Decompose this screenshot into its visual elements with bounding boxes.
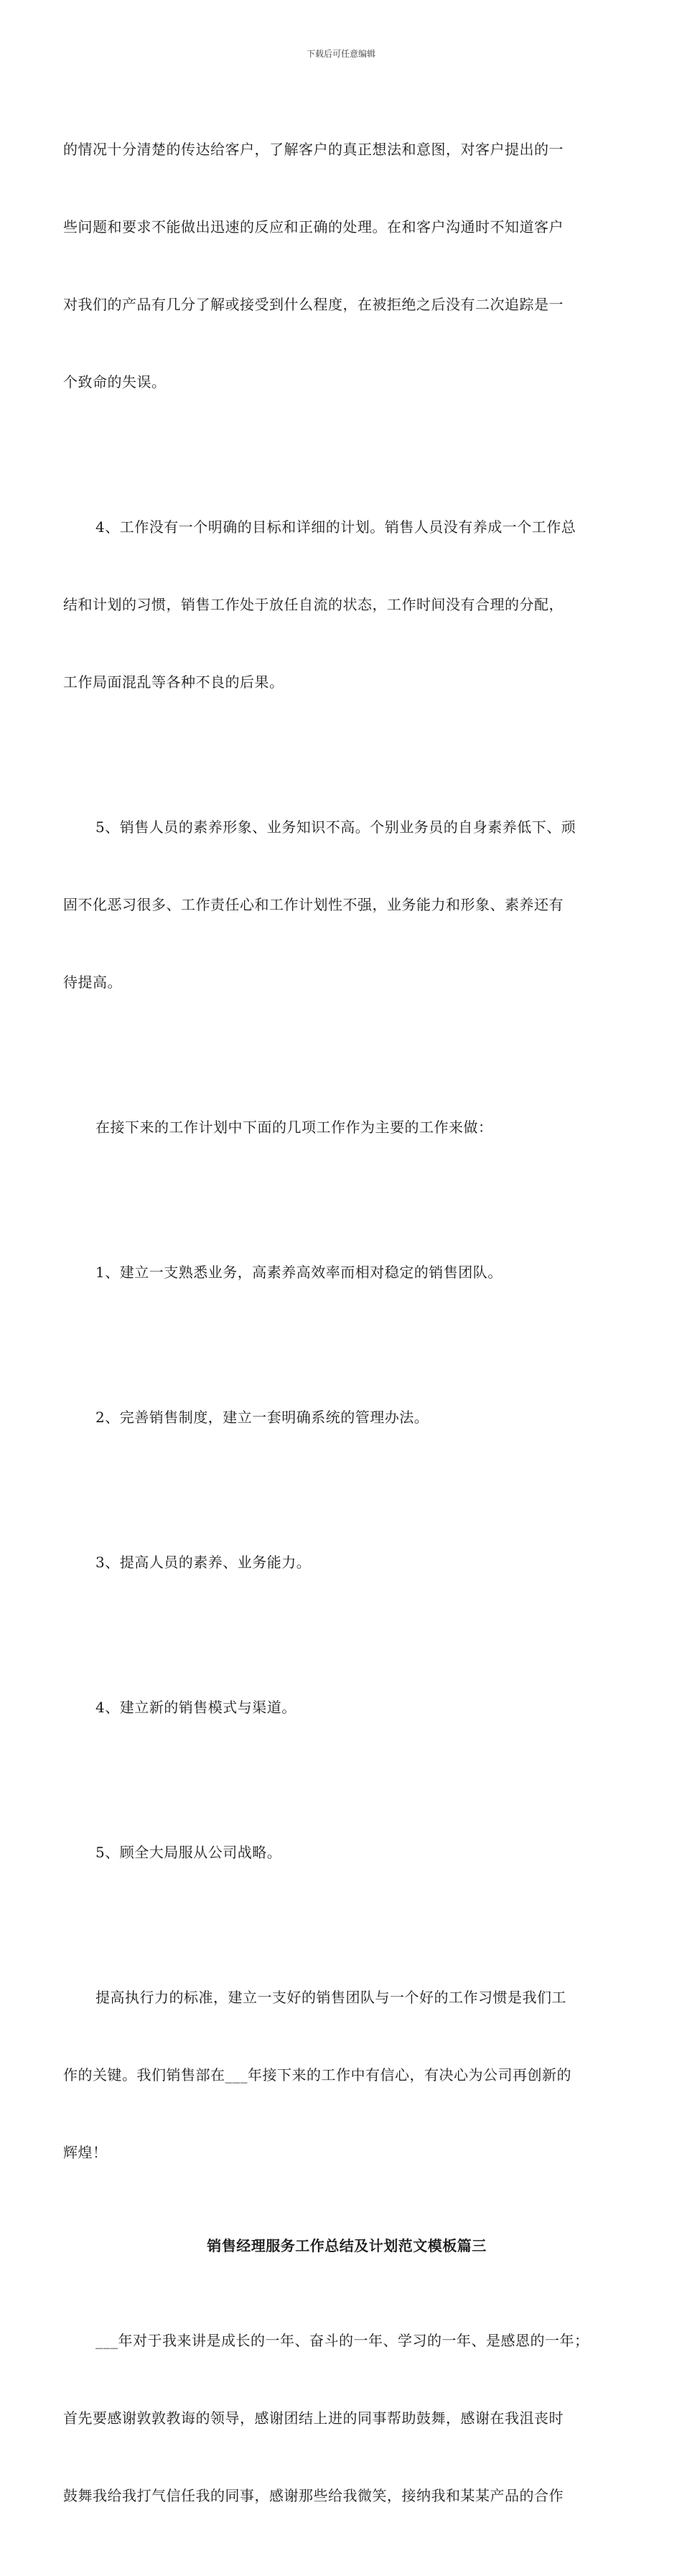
text-line: 2、完善销售制度，建立一套明确系统的管理办法。 (95, 1409, 429, 1426)
list-item-plan-5 (63, 1788, 630, 1917)
text-line: 工作局面混乱等各种不良的后果。 (63, 673, 284, 691)
text-line: 4、工作没有一个明确的目标和详细的计划。销售人员没有养成一个工作总 (95, 518, 576, 536)
text-line: 对我们的产品有几分了解或接受到什么程度，在被拒绝之后没有二次追踪是一 (63, 296, 564, 313)
text-line: 5、顾全大局服从公司战略。 (95, 1844, 282, 1861)
text-line: ___年对于我来讲是成长的一年、奋斗的一年、学习的一年、是感恩的一年； (95, 2332, 589, 2349)
text-line: 些问题和要求不能做出迅速的反应和正确的处理。在和客户沟通时不知道客户 (63, 218, 564, 235)
list-item-plan-1 (63, 1208, 630, 1337)
paragraph-plan-intro (63, 1063, 630, 1192)
text-line: 3、提高人员的素养、业务能力。 (95, 1554, 312, 1571)
paragraph-customer-communication (63, 85, 630, 447)
list-item-plan-3 (63, 1498, 630, 1627)
list-item-plan-4 (63, 1643, 630, 1772)
text-line: 1、建立一支熟悉业务，高素养高效率而相对稳定的销售团队。 (95, 1264, 503, 1281)
text-line: 作的关键。我们销售部在___年接下来的工作中有信心，有决心为公司再创新的 (63, 2066, 571, 2083)
paragraph-section-three-intro (63, 2276, 630, 2560)
text-line: 的情况十分清楚的传达给客户，了解客户的真正想法和意图，对客户提出的一 (63, 141, 564, 158)
text-line: 待提高。 (63, 974, 122, 991)
paragraph-point-5 (63, 762, 630, 1047)
section-heading: 销售经理服务工作总结及计划范文模板篇三 (207, 2237, 487, 2254)
text-line: 结和计划的习惯，销售工作处于放任自流的状态，工作时间没有合理的分配， (63, 596, 564, 613)
text-line: 鼓舞我给我打气信任我的同事，感谢那些给我微笑，接纳我和某某产品的合作 (63, 2487, 564, 2504)
page-header: 下载后可任意编辑 (306, 49, 375, 59)
text-line: 个致命的失误。 (63, 373, 167, 391)
text-line: 固不化恶习很多、工作责任心和工作计划性不强，业务能力和形象、素养还有 (63, 896, 564, 913)
text-line: 4、建立新的销售模式与渠道。 (95, 1699, 296, 1716)
text-line: 5、销售人员的素养形象、业务知识不高。个别业务员的自身素养低下、顽 (95, 818, 576, 836)
paragraph-conclusion (63, 1933, 630, 2217)
list-item-plan-2 (63, 1353, 630, 1482)
text-line: 在接下来的工作计划中下面的几项工作作为主要的工作来做： (95, 1119, 493, 1136)
text-line: 首先要感谢敦敦教诲的领导，感谢团结上进的同事帮助鼓舞，感谢在我沮丧时 (63, 2409, 564, 2427)
document-body (63, 85, 630, 2576)
paragraph-point-4 (63, 462, 630, 747)
text-line: 辉煌！ (63, 2144, 108, 2161)
text-line: 提高执行力的标准，建立一支好的销售团队与一个好的工作习惯是我们工 (95, 1989, 566, 2006)
